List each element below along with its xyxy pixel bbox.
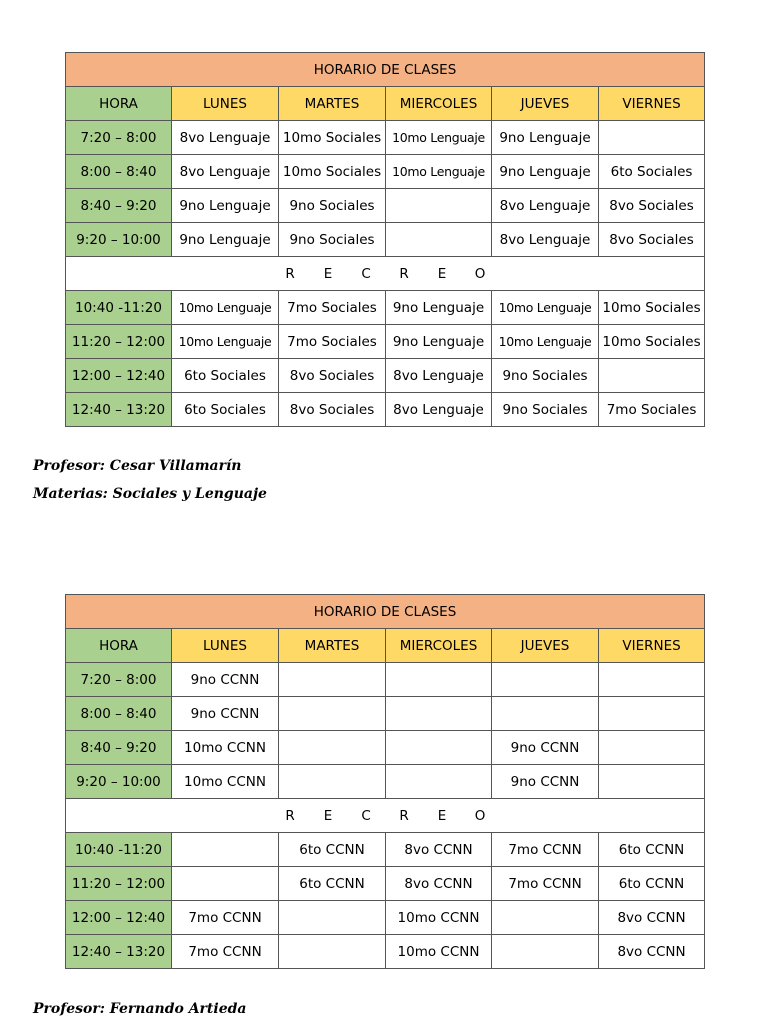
header-hora: HORA xyxy=(66,87,172,121)
time-cell: 8:00 – 8:40 xyxy=(66,155,172,189)
class-cell xyxy=(492,935,599,969)
class-cell: 10mo Lenguaje xyxy=(172,291,279,325)
header-viernes: VIERNES xyxy=(599,87,705,121)
class-cell: 6to Sociales xyxy=(172,359,279,393)
table-row xyxy=(66,291,705,325)
class-cell xyxy=(279,663,386,697)
time-cell: 10:40 -11:20 xyxy=(66,833,172,867)
class-cell: 8vo CCNN xyxy=(386,833,492,867)
profesor-caption-1: Profesor: Cesar Villamarín xyxy=(33,458,242,474)
class-cell: 10mo Sociales xyxy=(279,155,386,189)
class-cell: 6to Sociales xyxy=(172,393,279,427)
class-cell: 8vo Lenguaje xyxy=(386,393,492,427)
recreo-letter: E xyxy=(437,265,447,282)
class-cell: 10mo CCNN xyxy=(386,935,492,969)
class-cell: 10mo Lenguaje xyxy=(172,325,279,359)
class-cell: 8vo CCNN xyxy=(599,901,705,935)
class-cell: 9no CCNN xyxy=(172,697,279,731)
class-cell: 8vo Sociales xyxy=(279,393,386,427)
class-cell: 9no Lenguaje xyxy=(492,121,599,155)
class-cell: 8vo Lenguaje xyxy=(492,223,599,257)
time-cell: 12:40 – 13:20 xyxy=(66,393,172,427)
class-cell: 9no Sociales xyxy=(492,359,599,393)
profesor-caption-2: Profesor: Fernando Artieda xyxy=(33,1001,247,1017)
table-row xyxy=(66,359,705,393)
class-cell: 9no Sociales xyxy=(279,223,386,257)
class-cell: 9no Lenguaje xyxy=(386,325,492,359)
class-cell xyxy=(279,935,386,969)
table-row xyxy=(66,223,705,257)
table-row xyxy=(66,901,705,935)
recreo-row xyxy=(66,257,705,291)
table-row xyxy=(66,663,705,697)
table-row xyxy=(66,189,705,223)
class-cell xyxy=(386,765,492,799)
time-cell: 12:00 – 12:40 xyxy=(66,359,172,393)
recreo-letter: O xyxy=(474,265,486,282)
class-cell xyxy=(279,765,386,799)
header-row xyxy=(66,87,705,121)
class-cell xyxy=(599,663,705,697)
recreo-letter: O xyxy=(474,807,486,824)
class-cell: 8vo Sociales xyxy=(279,359,386,393)
class-cell xyxy=(492,901,599,935)
class-cell xyxy=(599,765,705,799)
class-cell: 10mo Lenguaje xyxy=(386,121,492,155)
class-cell: 10mo CCNN xyxy=(172,765,279,799)
materias-caption-1: Materias: Sociales y Lenguaje xyxy=(33,486,267,502)
class-cell: 10mo Lenguaje xyxy=(386,155,492,189)
class-cell: 8vo CCNN xyxy=(599,935,705,969)
class-cell: 8vo Lenguaje xyxy=(492,189,599,223)
class-cell xyxy=(492,697,599,731)
table-title: HORARIO DE CLASES xyxy=(66,53,705,87)
header-jueves: JUEVES xyxy=(492,87,599,121)
time-cell: 8:40 – 9:20 xyxy=(66,189,172,223)
class-cell xyxy=(386,663,492,697)
header-hora: HORA xyxy=(66,629,172,663)
time-cell: 7:20 – 8:00 xyxy=(66,121,172,155)
recreo-letter: R xyxy=(285,807,295,824)
class-cell xyxy=(599,359,705,393)
class-cell: 9no Lenguaje xyxy=(172,223,279,257)
header-miercoles: MIERCOLES xyxy=(386,629,492,663)
class-cell xyxy=(492,663,599,697)
header-martes: MARTES xyxy=(279,87,386,121)
class-cell: 7mo CCNN xyxy=(172,901,279,935)
table-row xyxy=(66,935,705,969)
header-viernes: VIERNES xyxy=(599,629,705,663)
class-cell xyxy=(279,697,386,731)
table-row xyxy=(66,155,705,189)
class-cell xyxy=(599,697,705,731)
class-cell: 10mo CCNN xyxy=(172,731,279,765)
class-cell: 6to CCNN xyxy=(279,867,386,901)
time-cell: 8:40 – 9:20 xyxy=(66,731,172,765)
class-cell: 9no Lenguaje xyxy=(386,291,492,325)
time-cell: 10:40 -11:20 xyxy=(66,291,172,325)
class-cell: 7mo Sociales xyxy=(279,325,386,359)
class-cell: 7mo Sociales xyxy=(279,291,386,325)
class-cell: 7mo Sociales xyxy=(599,393,705,427)
class-cell xyxy=(279,901,386,935)
header-lunes: LUNES xyxy=(172,87,279,121)
recreo-cell xyxy=(66,257,705,291)
class-cell: 7mo CCNN xyxy=(172,935,279,969)
time-cell: 11:20 – 12:00 xyxy=(66,325,172,359)
class-cell: 8vo Lenguaje xyxy=(172,155,279,189)
class-cell: 9no Lenguaje xyxy=(172,189,279,223)
class-cell xyxy=(386,223,492,257)
table-row xyxy=(66,121,705,155)
class-cell xyxy=(172,867,279,901)
class-cell xyxy=(279,731,386,765)
time-cell: 11:20 – 12:00 xyxy=(66,867,172,901)
class-cell: 6to CCNN xyxy=(279,833,386,867)
class-cell: 8vo CCNN xyxy=(386,867,492,901)
table-row xyxy=(66,697,705,731)
time-cell: 12:00 – 12:40 xyxy=(66,901,172,935)
class-cell: 9no Sociales xyxy=(492,393,599,427)
class-cell: 9no CCNN xyxy=(492,765,599,799)
header-miercoles: MIERCOLES xyxy=(386,87,492,121)
class-cell xyxy=(599,121,705,155)
table-title: HORARIO DE CLASES xyxy=(66,595,705,629)
class-cell: 10mo CCNN xyxy=(386,901,492,935)
time-cell: 8:00 – 8:40 xyxy=(66,697,172,731)
header-row xyxy=(66,629,705,663)
recreo-letter: C xyxy=(361,265,371,282)
table-row xyxy=(66,393,705,427)
table-row xyxy=(66,833,705,867)
class-cell: 7mo CCNN xyxy=(492,867,599,901)
class-cell: 9no Sociales xyxy=(279,189,386,223)
class-cell xyxy=(386,189,492,223)
class-cell: 6to Sociales xyxy=(599,155,705,189)
table-row xyxy=(66,765,705,799)
class-cell: 10mo Lenguaje xyxy=(492,291,599,325)
recreo-row xyxy=(66,799,705,833)
recreo-letter: R xyxy=(285,265,295,282)
schedule-table-2-body xyxy=(66,595,705,969)
class-cell xyxy=(172,833,279,867)
table-row xyxy=(66,325,705,359)
time-cell: 7:20 – 8:00 xyxy=(66,663,172,697)
schedule-table-1-body xyxy=(66,53,705,427)
class-cell: 8vo Lenguaje xyxy=(172,121,279,155)
class-cell: 8vo Lenguaje xyxy=(386,359,492,393)
schedule-table-1 xyxy=(65,52,705,427)
class-cell: 10mo Lenguaje xyxy=(492,325,599,359)
class-cell: 9no Lenguaje xyxy=(492,155,599,189)
recreo-letter: E xyxy=(323,265,333,282)
class-cell: 7mo CCNN xyxy=(492,833,599,867)
recreo-letter: R xyxy=(399,265,409,282)
time-cell: 12:40 – 13:20 xyxy=(66,935,172,969)
class-cell: 8vo Sociales xyxy=(599,189,705,223)
header-jueves: JUEVES xyxy=(492,629,599,663)
class-cell xyxy=(599,731,705,765)
time-cell: 9:20 – 10:00 xyxy=(66,765,172,799)
time-cell: 9:20 – 10:00 xyxy=(66,223,172,257)
recreo-cell xyxy=(66,799,705,833)
schedule-table-2 xyxy=(65,594,705,969)
class-cell: 8vo Sociales xyxy=(599,223,705,257)
recreo-letter: E xyxy=(323,807,333,824)
class-cell: 6to CCNN xyxy=(599,833,705,867)
header-martes: MARTES xyxy=(279,629,386,663)
header-lunes: LUNES xyxy=(172,629,279,663)
recreo-letter: C xyxy=(361,807,371,824)
class-cell: 10mo Sociales xyxy=(599,291,705,325)
class-cell: 6to CCNN xyxy=(599,867,705,901)
class-cell: 9no CCNN xyxy=(492,731,599,765)
table-row xyxy=(66,867,705,901)
recreo-letter: R xyxy=(399,807,409,824)
class-cell xyxy=(386,697,492,731)
recreo-letter: E xyxy=(437,807,447,824)
class-cell xyxy=(386,731,492,765)
class-cell: 10mo Sociales xyxy=(599,325,705,359)
class-cell: 9no CCNN xyxy=(172,663,279,697)
title-row xyxy=(66,53,705,87)
table-row xyxy=(66,731,705,765)
title-row xyxy=(66,595,705,629)
class-cell: 10mo Sociales xyxy=(279,121,386,155)
